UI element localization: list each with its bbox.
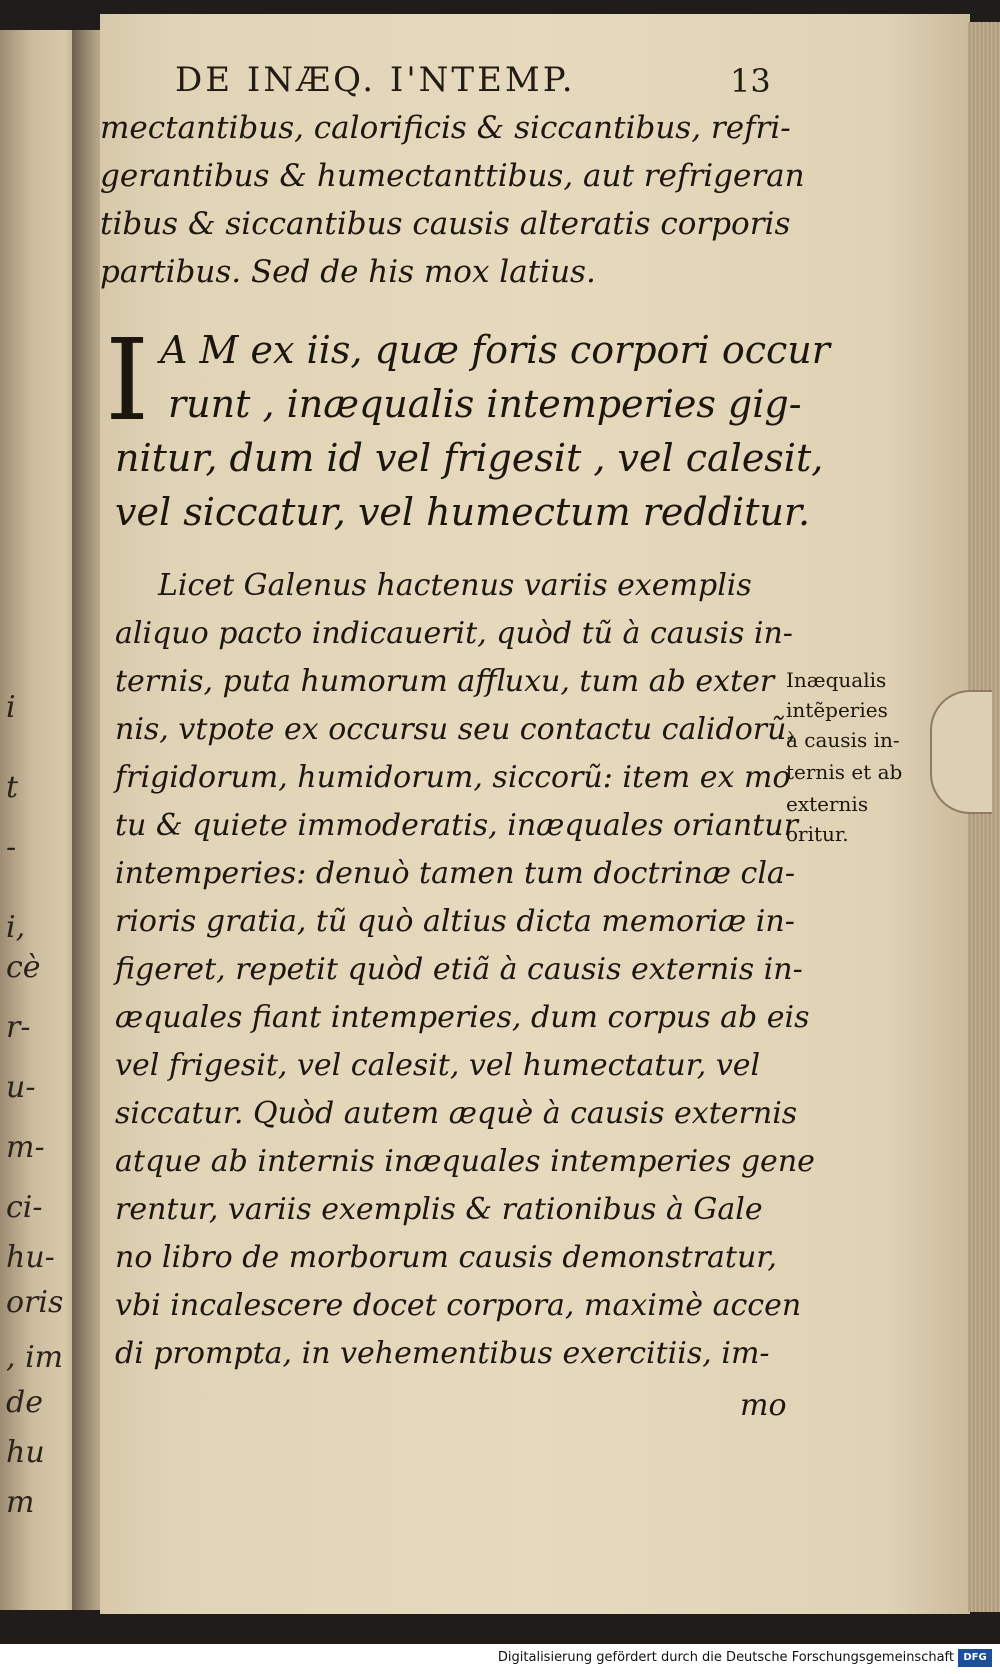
footer-bar: [0, 1644, 1000, 1674]
catchword: mo: [740, 1388, 787, 1423]
text-line: di prompta, in vehementibus exercitiis, im-: [115, 1336, 770, 1371]
text-line: siccatur. Quòd autem æquè à causis externis: [115, 1096, 798, 1131]
left-page-edge: [0, 30, 80, 1610]
dfg-logo: DFG: [958, 1649, 992, 1667]
left-fragment: m: [6, 1485, 35, 1520]
text-line: vbi incalescere docet corpora, maximè accen: [115, 1288, 802, 1323]
page-number: 13: [730, 62, 771, 100]
left-fragment: oris: [6, 1285, 64, 1320]
text-line: rentur, variis exemplis & rationibus à Gale: [115, 1192, 763, 1227]
left-fragment: i,: [6, 910, 26, 945]
left-fragment: de: [6, 1385, 43, 1420]
left-fragment: -: [6, 830, 17, 865]
text-line: tu & quiete immoderatis, inæquales oriantur: [115, 808, 798, 843]
page-tab: [930, 690, 992, 814]
left-fragment: ci-: [6, 1190, 43, 1225]
text-line: Licet Galenus hactenus variis exemplis: [158, 568, 752, 603]
text-line: mectantibus, calorificis & siccantibus, refri-: [100, 110, 791, 146]
left-fragment: t: [6, 770, 19, 805]
left-fragment: i: [6, 690, 16, 725]
text-line: atque ab internis inæquales intemperies gene: [115, 1144, 815, 1179]
text-line: nis, vtpote ex occursu seu contactu calidorũ,: [115, 712, 796, 747]
text-line: æquales fiant intemperies, dum corpus ab eis: [115, 1000, 810, 1035]
margin-note-line: Inæqualis: [786, 668, 887, 692]
left-fragment: cè: [6, 950, 41, 985]
left-fragment: hu-: [6, 1240, 55, 1275]
left-fragment: u-: [6, 1070, 36, 1105]
left-fragment: hu: [6, 1435, 45, 1470]
left-fragment: m-: [6, 1130, 45, 1165]
text-line: gerantibus & humectanttibus, aut refrigeran: [100, 158, 805, 194]
drop-cap: I: [105, 316, 150, 446]
margin-note-line: oritur.: [786, 822, 849, 846]
text-line: ternis, puta humorum affluxu, tum ab exter: [115, 664, 775, 699]
text-line: runt , inæqualis intemperies gig-: [168, 382, 802, 426]
left-fragment: r-: [6, 1010, 31, 1045]
margin-note-line: intẽperies: [786, 698, 888, 722]
margin-note-line: à causis in-: [786, 728, 900, 752]
margin-note-line: ternis et ab: [786, 760, 903, 784]
text-line: aliquo pacto indicauerit, quòd tũ à causis in-: [115, 616, 793, 651]
running-header: DE INÆQ. I'NTEMP.: [175, 60, 576, 100]
text-line: no libro de morborum causis demonstratur,: [115, 1240, 777, 1275]
text-line: vel frigesit, vel calesit, vel humectatur, vel: [115, 1048, 761, 1083]
text-line: nitur, dum id vel frigesit , vel calesit,: [115, 436, 824, 480]
text-line: figeret, repetit quòd etiã à causis externis in-: [115, 952, 803, 987]
digitization-credit: Digitalisierung gefördert durch die Deutsche Forschungsgemeinschaft: [497, 1650, 954, 1665]
text-line: tibus & siccantibus causis alteratis corporis: [100, 206, 791, 242]
text-line: partibus. Sed de his mox latius.: [100, 254, 596, 290]
page-edges: [968, 22, 1000, 1612]
text-line: intemperies: denuò tamen tum doctrinæ cla-: [115, 856, 795, 891]
text-line: vel siccatur, vel humectum redditur.: [115, 490, 811, 534]
left-fragment: , im: [6, 1340, 64, 1375]
margin-note-line: externis: [786, 792, 869, 816]
text-line: rioris gratia, tũ quò altius dicta memoriæ in-: [115, 904, 795, 939]
text-line: A M ex iis, quæ foris corpori occur: [160, 328, 830, 372]
text-line: frigidorum, humidorum, siccorũ: item ex mo: [115, 760, 791, 795]
